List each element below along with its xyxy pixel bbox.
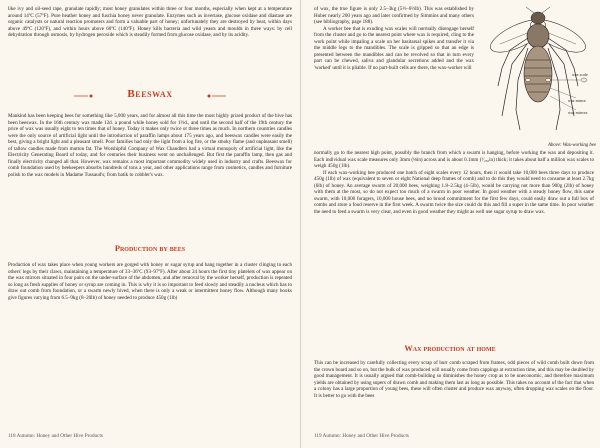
production-text: Production of wax takes place when young workers are gorged with honey or sugar syrup and hang together in a cluster clinging to each others' legs by their claws, maintaining a temperature of 33–36ºC (93–97ºF). After about 24 hours the first tiny platelets of wax appear on the wax mirrors situated in four pairs on the under-surface of the abdomen, and after removal by the worker herself, production is repeated so long as fresh supplies of honey or syrup are coming in. This is why it is so important to feed slowly and steadily a nucleus which has to draw out comb from foundation, or a swarm newly hived, when there is only a weak or intermittent honey flow. Although many books give figures varying from 6.5–9kg (8–20lb) of honey needed to produce 450g (1lb)	[8, 262, 292, 301]
wax-production-section	[314, 360, 594, 399]
production-section	[8, 262, 292, 301]
wax-production-text: This can be increased by carefully collecting every scrap of burr comb scraped from frames, odd pieces of wild comb built down from the crown board and so on, but the bulk of wax produced will usually come from cappings at extraction time, and this may be doubled by good management. It is usually argued that comb-building so diminishes the honey crop as to be uneconomic, and therefore maximum yields are obtained by using supers of drawn comb and making them last as long as possible. This takes no account of the fact that when a colony has a large proportion of young bees, these will often cluster and produce wax anyway, often dropping wax scales on the floor. It is better to go with the bees	[314, 360, 594, 399]
label-wax-scale: wax scale	[572, 72, 588, 77]
swarm-text: If each wax-working bee produced one batch of eight scales every 12 hours, then it would take 10,000 bees three days to produce 450g (1lb) of wax (equivalent to seven or eight National deep frames of comb) and to do this they would need to consume at least 2.7kg (6lb) of honey. An average swarm of 20,000 bees, weighing 1.8–2.5kg (4–5lb), would be carrying not more than 900g (2lb) of honey with them at the most, so do not expect too much of a swarm in poor weather. In good weather with a steady honey flow, this same swarm, with 10,000 foragers, 10,000 house bees, and no brood commitment for the first few days, could easily draw out a full box of combs and store a food reserve in the first week. A swarm twice the size could do this and fill a super in the same time. In poor weather the need to feed a swarm is very clear, and even in good weather they might as well use sugar syrup to draw wax.	[314, 169, 594, 215]
bee-drawing	[480, 6, 596, 148]
right-column-text	[314, 6, 474, 71]
beeswax-section	[8, 113, 292, 178]
intro-text: like ivy and oil-seed rape, granulate rapidly; most honey granulates within three or four months, especially when kept at a temperature around 14ºC (57ºF). Pure heather honey and fuschia honey never granulate. Enzymes such as invertase, glucose oxidase and diastase are organic catalysts or natural reaction promoters and form a valuable part of honey; unfortunately they are destroyed by heat, within days above 49ºC (120ºF), and within hours above 60ºC (140ºF). Honey kills bacteria and wild yeasts and moulds in three ways: by cell dehydration through osmosis, by hydrogen peroxide which is steadily formed from glucose oxidase, and by its acidity.	[8, 6, 292, 38]
right-page	[300, 0, 600, 448]
page-footer-left: 118 Autumn: Honey and Other Hive Products	[8, 433, 103, 439]
right-full-text	[314, 150, 594, 215]
wax-working-bee-illustration	[480, 6, 596, 148]
label-wax-mirror: wax mirror	[568, 98, 586, 103]
intro-paragraph	[8, 6, 292, 39]
worker-bee-text: A worker bee that is exuding wax scales will normally disengage herself from the cluster and go to the nearest point where wax is required, cling to the work point while impaling a scale on her basitarsal spikes and transfer it via the middle legs to the mandibles. The scale is gripped so that an edge is presented between the mandibles and can be revolved so that in turn every part can be chewed, saliva and glandular secretions added and the wax 'worked' until it is pliable. If no part-built cells are there, the wax-worker will	[314, 25, 474, 71]
beeswax-heading: Beeswax	[127, 88, 173, 100]
production-heading: Production by bees	[114, 244, 186, 253]
page-footer-right: 119 Autumn: Honey and Other Hive Products	[314, 433, 409, 439]
wax-scale-text: normally go to the nearest high point, possibly the branch from which a swarm is hanging, before working the wax and depositing it. Each individual wax scale measures only 3mm (⅛in) across and is about 0.1mm (¹⁄₂₅₀in) thick; it takes about half a million wax scales to weigh 450g (1lb).	[314, 150, 594, 169]
heading-ornament-right	[206, 93, 226, 99]
label-wax-mirrors: wax mirrors	[568, 110, 588, 115]
wax-production-heading: Wax production at home	[404, 344, 496, 353]
beeswax-text: Mankind has been keeping bees for something like 5,000 years, and for almost all this time the most highly prized product of the hive has been beeswax. In the 16th century wax made 12d. a pound while honey sold for 1½d., and until the second half of the 19th century the price of wax was usually eight to ten times that of honey. Today it makes only twice or three times as much. In northern countries candles were the only source of artificial light until the introduction of paraffin lamps about 175 years ago, and beeswax candles were easily the best, giving a bright light and a pleasant smell. Poor families had only the light from a log fire, or the smoky flame (and unpleasant smell) of tallow candles made from mutton fat. The Worshipful Company of Wax Chandlers had a virtual monopoly of artificial light, like the Electricity Generating Board of today, and for centuries their business went on unchallenged. But first the paraffin lamp, then gas and finally electricity changed all that. However, wax remains a most important commodity widely used in industry and crafts. Beeswax for comb foundation used by beekeepers absorbs hundreds of tons a year, and other applications range from cosmetics, candles and furniture polish to the wax models in Madame Tussaud's; from batik to cobbler's wax.	[8, 113, 292, 178]
illustration-caption: Above: Wax-working bee	[547, 143, 596, 148]
huber-text: of wax, the true figure is only 2.5–3kg (5½–6½lb). This was established by Huber nearly 200 years ago and later confirmed by Simmins and many others (see bibliography, page 188).	[314, 6, 474, 25]
